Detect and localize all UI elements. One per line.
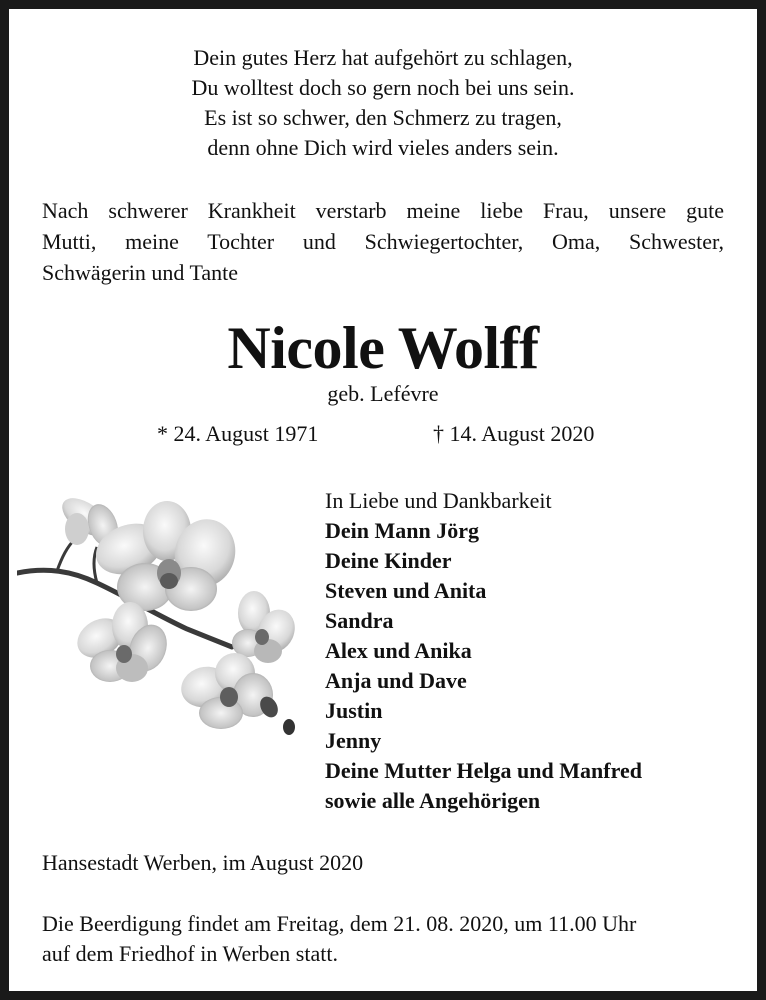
poem	[9, 43, 757, 163]
family-member: Justin	[325, 698, 383, 723]
place-date: Hansestadt Werben, im August 2020	[42, 850, 364, 875]
intro-text	[42, 195, 724, 288]
family-member: Anja und Dave	[325, 668, 467, 693]
family-list	[325, 486, 642, 816]
birth-name: geb. Lefévre	[327, 381, 439, 406]
orchid-icon	[17, 487, 307, 747]
family-member: Deine Mutter Helga und Manfred	[325, 758, 642, 783]
family-member: Sandra	[325, 608, 394, 633]
poem-line: Du wolltest doch so gern noch bei uns sein.	[191, 75, 575, 100]
intro-line: Nach schwerer Krankheit verstarb meine liebe Frau, unsere gute	[42, 198, 724, 223]
family-member: Dein Mann Jörg	[325, 518, 479, 543]
birth-date: * 24. August 1971	[157, 421, 319, 446]
poem-line: Dein gutes Herz hat aufgehört zu schlagen,	[193, 45, 573, 70]
intro-line: Mutti, meine Tochter und Schwiegertochter, Oma, Schwester,	[42, 229, 724, 254]
funeral-line: Die Beerdigung findet am Freitag, dem 21. 08. 2020, um 11.00 Uhr	[42, 911, 637, 936]
funeral-line: auf dem Friedhof in Werben statt.	[42, 941, 338, 966]
deceased-name: Nicole Wolff	[227, 315, 539, 381]
family-member: Steven und Anita	[325, 578, 487, 603]
death-date: † 14. August 2020	[433, 421, 595, 446]
family-member: Alex und Anika	[325, 638, 472, 663]
intro-line: Schwägerin und Tante	[42, 260, 239, 285]
family-member: Deine Kinder	[325, 548, 452, 573]
funeral-info	[42, 909, 636, 969]
family-intro: In Liebe und Dankbarkeit	[325, 488, 552, 513]
poem-line: Es ist so schwer, den Schmerz zu tragen,	[204, 105, 562, 130]
family-member: Jenny	[325, 728, 382, 753]
poem-line: denn ohne Dich wird vieles anders sein.	[207, 135, 559, 160]
family-member: sowie alle Angehörigen	[325, 788, 541, 813]
